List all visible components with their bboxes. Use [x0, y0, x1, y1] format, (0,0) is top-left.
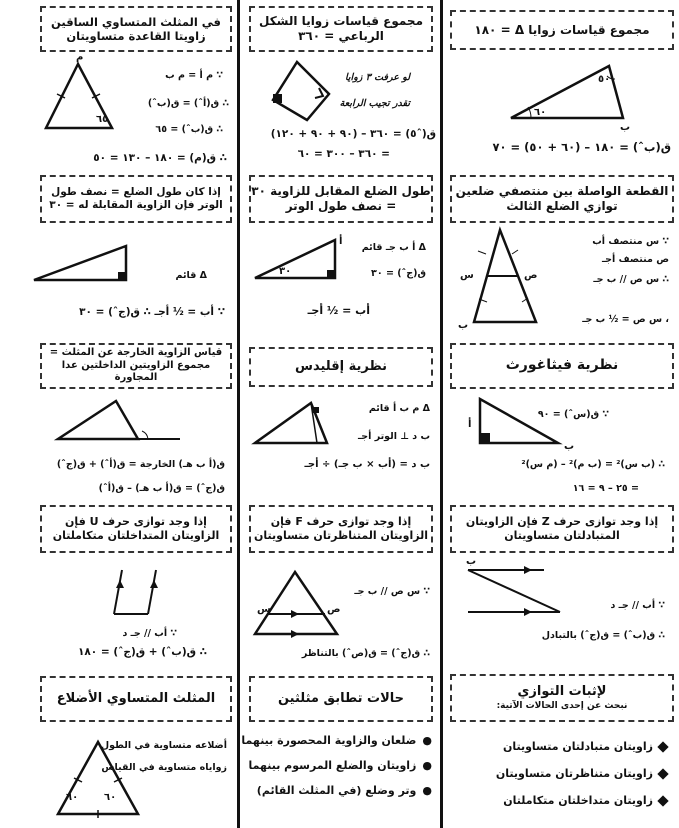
angle-label-right: ٦٠	[104, 792, 117, 803]
card-isosceles	[0, 0, 237, 170]
right-triangle-30-figure	[251, 236, 341, 282]
item-text: زاويتان متناظرتان متساويتان	[495, 767, 653, 780]
text-line-3: ب د = (أب × ب جـ) ÷ أجـ	[304, 459, 430, 470]
card-title: إذا وجد توازى حرف Z فإن الزاويتان المتبادلتان متساويتان	[450, 505, 674, 553]
card-proving-parallel	[444, 668, 679, 828]
label-s: س	[257, 604, 271, 615]
text-line-2: ق(جˆ) = ق(أ ب هـ) – ق(أˆ)	[98, 483, 225, 494]
list-item	[496, 794, 667, 807]
list-item	[496, 767, 667, 780]
text-line-2: ∴ (ب س)² = (ب م)² – (م س)²	[521, 459, 665, 470]
euclid-figure	[251, 399, 331, 447]
text-line-2: ∴ ق(أˆ) = ق(بˆ)	[147, 98, 229, 109]
card-f-shape	[241, 500, 440, 668]
item-text: زاويتان متداخلتان متكاملتان	[503, 794, 653, 807]
text-line-3: أب = ½ أجـ	[307, 304, 370, 317]
text-line-2: ∴ ق(بˆ) + ق(جˆ) = ١٨٠	[77, 646, 207, 658]
list-item	[241, 784, 432, 797]
card-title: إذا وجد توازى حرف U فإن الزاويتان المتداخلتان متكاملتان	[40, 505, 232, 553]
item-text: زاويتان والضلع المرسوم بينهما	[248, 759, 417, 772]
label-p: ص	[524, 270, 538, 281]
vertex-label-m: م	[76, 52, 84, 63]
condition-list	[496, 740, 667, 807]
text-line-1: Δ م ب أ قائم	[368, 403, 430, 414]
triangle-figure	[499, 62, 629, 127]
bullet-icon: ●	[422, 734, 432, 747]
text-line-2: ∴ ق(بˆ) = ق(جˆ) بالتبادل	[541, 630, 665, 641]
text-line-1: ق(أ ب هـ) الخارجة = ق(أˆ) + ق(جˆ)	[56, 459, 225, 470]
card-title: المثلث المتساوي الأضلاع	[40, 676, 232, 722]
item-text: وتر وضلع (في المثلث القائم)	[256, 784, 417, 797]
card-title: إذا وجد توازى حرف F فإن الزاويتان المتناظرتان متساويتان	[249, 505, 433, 553]
label-s: س	[460, 270, 474, 281]
card-quad-angles	[241, 0, 440, 170]
formula-line: ق(بˆ) = ١٨٠ – (٦٠ + ٥٠) = ٧٠	[492, 140, 671, 154]
left-column	[0, 0, 237, 828]
card-title: نظرية فيثاغورث	[450, 343, 674, 389]
card-congruence	[241, 668, 440, 828]
congruence-list	[241, 734, 432, 797]
column-divider-right	[440, 0, 443, 828]
diamond-bullet-icon	[657, 795, 668, 806]
item-text: زاويتان متبادلتان متساويتان	[502, 740, 653, 753]
card-title: مجموع قياسات زوايا Δ = ١٨٠	[450, 10, 674, 50]
right-triangle-figure	[30, 242, 130, 284]
text-line-3: ∴ س ص // ب جـ	[593, 274, 669, 285]
card-title: في المثلث المتساوي الساقين زاويتا القاعدة متساويتان	[40, 6, 232, 52]
text-line-1: Δ قائم	[175, 270, 207, 281]
text-line-2: ب د ⊥ الوتر أجـ	[358, 431, 430, 442]
list-item	[241, 734, 432, 747]
label-b: ب	[564, 441, 575, 452]
angle-label-left: ٦٠	[534, 107, 547, 118]
text-line-2: ق(جˆ) = ٣٠	[371, 268, 426, 279]
text-line-4: ، س ص = ½ ب جـ	[582, 314, 669, 325]
text-line-1: ∵ ق(سˆ) = ٩٠	[537, 409, 609, 420]
text-line-2: ∵ أب = ½ أجـ ∴ ق(جˆ) = ٣٠	[79, 306, 225, 318]
card-exterior-angle	[0, 335, 237, 500]
angle-label-top: ٥٠	[598, 74, 611, 85]
exterior-angle-figure	[54, 397, 184, 443]
subtitle-text: نبحث عن إحدى الحالات الآتية:	[496, 700, 628, 711]
right-column	[444, 0, 679, 828]
card-title: القطعة الواصلة بين منتصفي ضلعين توازي الضلع الثالث	[450, 175, 674, 223]
note-line-1: لو عرفت ٣ زوايا	[345, 72, 410, 83]
card-title: نظرية إقليدس	[249, 347, 433, 387]
text-line-1: ∵ أب // جـ د	[122, 628, 177, 639]
card-midsegment	[444, 170, 679, 335]
card-equilateral	[0, 668, 237, 828]
card-title	[450, 674, 674, 722]
card-angle-sum	[444, 0, 679, 170]
card-z-shape	[444, 500, 679, 668]
text-line-2: زواياه متساوية في القياس	[101, 762, 227, 773]
angle-label: ٦٥	[96, 114, 109, 125]
text-line-1: ∵ م أ = م ب	[165, 70, 223, 81]
label-b: ب	[458, 320, 469, 331]
text-line-3: ∴ ق(بˆ) = ٦٥	[155, 124, 223, 135]
angle-label: ٣٠	[279, 266, 292, 277]
card-converse-30	[0, 170, 237, 335]
middle-column	[241, 0, 440, 828]
diamond-bullet-icon	[657, 768, 668, 779]
text-line-1: ∵ أب // جـ د	[610, 600, 665, 611]
text-line-3: = ٢٥ – ٩ = ١٦	[572, 483, 639, 494]
card-title: حالات تطابق مثلثين	[249, 676, 433, 722]
card-u-shape	[0, 500, 237, 668]
formula-line-1: ق(ˆ٥) = ٣٦٠ – (٩٠ + ٩٠ + ١٢٠)	[270, 128, 436, 140]
z-shape-figure	[464, 566, 564, 616]
right-triangle-figure	[474, 395, 564, 447]
list-item	[496, 740, 667, 753]
formula-line-2: = ٣٦٠ – ٣٠٠ = ٦٠	[297, 148, 390, 160]
diamond-bullet-icon	[657, 741, 668, 752]
label-a: أ	[468, 419, 472, 430]
card-hypotenuse-half	[241, 170, 440, 335]
label-a: أ	[339, 236, 343, 247]
angle-label-left: ٦٠	[66, 792, 79, 803]
card-title: قياس الزاوية الخارجة عن المثلث = مجموع الزاويتين الداخلتين عدا المجاورة	[40, 343, 232, 389]
label-b: ب	[466, 556, 477, 567]
card-title: مجموع قياسات زوايا الشكل الرباعي = ٣٦٠	[249, 6, 433, 52]
column-divider-left	[237, 0, 240, 828]
card-pythagoras	[444, 335, 679, 500]
quadrilateral-figure	[267, 58, 337, 124]
text-line-1: Δ أ ب جـ قائم	[361, 242, 426, 253]
bullet-icon: ●	[422, 759, 432, 772]
text-line-2: ∴ ق(جˆ) = ق(صˆ) بالتناظر	[301, 648, 430, 659]
item-text: ضلعان والزاوية المحصورة بينهما	[241, 734, 417, 747]
list-item	[241, 759, 432, 772]
text-line-4: ∴ ق(م) = ١٨٠ – ١٣٠ = ٥٠	[93, 152, 227, 164]
card-title: إذا كان طول الضلع = نصف طول الوتر فإن الزاوية المقابلة له = ٣٠	[40, 175, 232, 223]
text-line-1: ∵ س منتصف أب	[592, 236, 669, 247]
bullet-icon: ●	[422, 784, 432, 797]
text-line-1: أضلاعه متساوية في الطول	[100, 740, 227, 751]
vertex-label-b: ب	[620, 122, 631, 133]
text-line-2: ص منتصف أجـ	[601, 254, 669, 265]
note-line-2: تقدر تجيب الرابعة	[339, 98, 410, 109]
text-line-1: ∵ س ص // ب جـ	[354, 586, 430, 597]
title-text: لإثبات التوازي	[517, 684, 607, 700]
label-p: ص	[327, 604, 341, 615]
card-title: طول الضلع المقابل للزاوية ٣٠ = نصف طول الوتر	[249, 175, 433, 223]
u-shape-figure	[108, 566, 168, 618]
card-euclid	[241, 335, 440, 500]
